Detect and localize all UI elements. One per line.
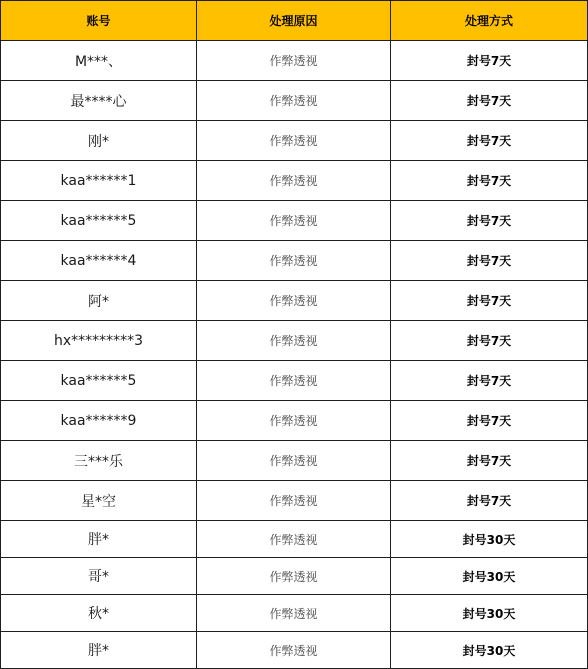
account-cell: M***、 — [1, 41, 197, 81]
reason-cell: 作弊透视 — [197, 41, 391, 81]
reason-cell: 作弊透视 — [197, 81, 391, 121]
reason-cell: 作弊透视 — [197, 121, 391, 161]
header-account: 账号 — [1, 1, 197, 41]
account-cell: kaa******4 — [1, 241, 197, 281]
table-row — [1, 81, 588, 121]
reason-cell: 作弊透视 — [197, 401, 391, 441]
table-header — [1, 1, 588, 41]
action-cell: 封号7天 — [391, 81, 588, 121]
account-cell: 胖* — [1, 521, 197, 558]
account-cell: kaa******5 — [1, 361, 197, 401]
action-cell: 封号30天 — [391, 595, 588, 632]
account-cell: 胖* — [1, 632, 197, 669]
action-cell: 封号7天 — [391, 401, 588, 441]
table-row — [1, 481, 588, 521]
reason-cell: 作弊透视 — [197, 632, 391, 669]
reason-cell: 作弊透视 — [197, 595, 391, 632]
action-cell: 封号7天 — [391, 281, 588, 321]
table-body — [1, 41, 588, 669]
reason-cell: 作弊透视 — [197, 241, 391, 281]
reason-cell: 作弊透视 — [197, 521, 391, 558]
account-cell: 刚* — [1, 121, 197, 161]
action-cell: 封号7天 — [391, 41, 588, 81]
reason-cell: 作弊透视 — [197, 281, 391, 321]
action-cell: 封号7天 — [391, 201, 588, 241]
account-cell: 哥* — [1, 558, 197, 595]
table-row — [1, 241, 588, 281]
table-row — [1, 401, 588, 441]
account-cell: 最****心 — [1, 81, 197, 121]
action-cell: 封号7天 — [391, 361, 588, 401]
table-row — [1, 361, 588, 401]
action-cell: 封号7天 — [391, 161, 588, 201]
table-row — [1, 161, 588, 201]
account-cell: hx*********3 — [1, 321, 197, 361]
header-row — [1, 1, 588, 41]
header-reason: 处理原因 — [197, 1, 391, 41]
account-cell: kaa******9 — [1, 401, 197, 441]
action-cell: 封号7天 — [391, 241, 588, 281]
action-cell: 封号30天 — [391, 632, 588, 669]
account-cell: 三***乐 — [1, 441, 197, 481]
account-cell: 星*空 — [1, 481, 197, 521]
action-cell: 封号30天 — [391, 521, 588, 558]
reason-cell: 作弊透视 — [197, 201, 391, 241]
reason-cell: 作弊透视 — [197, 361, 391, 401]
header-action: 处理方式 — [391, 1, 588, 41]
account-cell: kaa******1 — [1, 161, 197, 201]
table-row — [1, 595, 588, 632]
action-cell: 封号7天 — [391, 121, 588, 161]
reason-cell: 作弊透视 — [197, 161, 391, 201]
table-row — [1, 321, 588, 361]
table-row — [1, 558, 588, 595]
table-row — [1, 121, 588, 161]
table-row — [1, 521, 588, 558]
action-cell: 封号7天 — [391, 481, 588, 521]
reason-cell: 作弊透视 — [197, 441, 391, 481]
table-row — [1, 41, 588, 81]
action-cell: 封号30天 — [391, 558, 588, 595]
account-cell: kaa******5 — [1, 201, 197, 241]
table-row — [1, 632, 588, 669]
reason-cell: 作弊透视 — [197, 481, 391, 521]
reason-cell: 作弊透视 — [197, 558, 391, 595]
account-cell: 秋* — [1, 595, 197, 632]
action-cell: 封号7天 — [391, 441, 588, 481]
table-row — [1, 281, 588, 321]
table-row — [1, 441, 588, 481]
account-cell: 阿* — [1, 281, 197, 321]
reason-cell: 作弊透视 — [197, 321, 391, 361]
action-cell: 封号7天 — [391, 321, 588, 361]
table-row — [1, 201, 588, 241]
